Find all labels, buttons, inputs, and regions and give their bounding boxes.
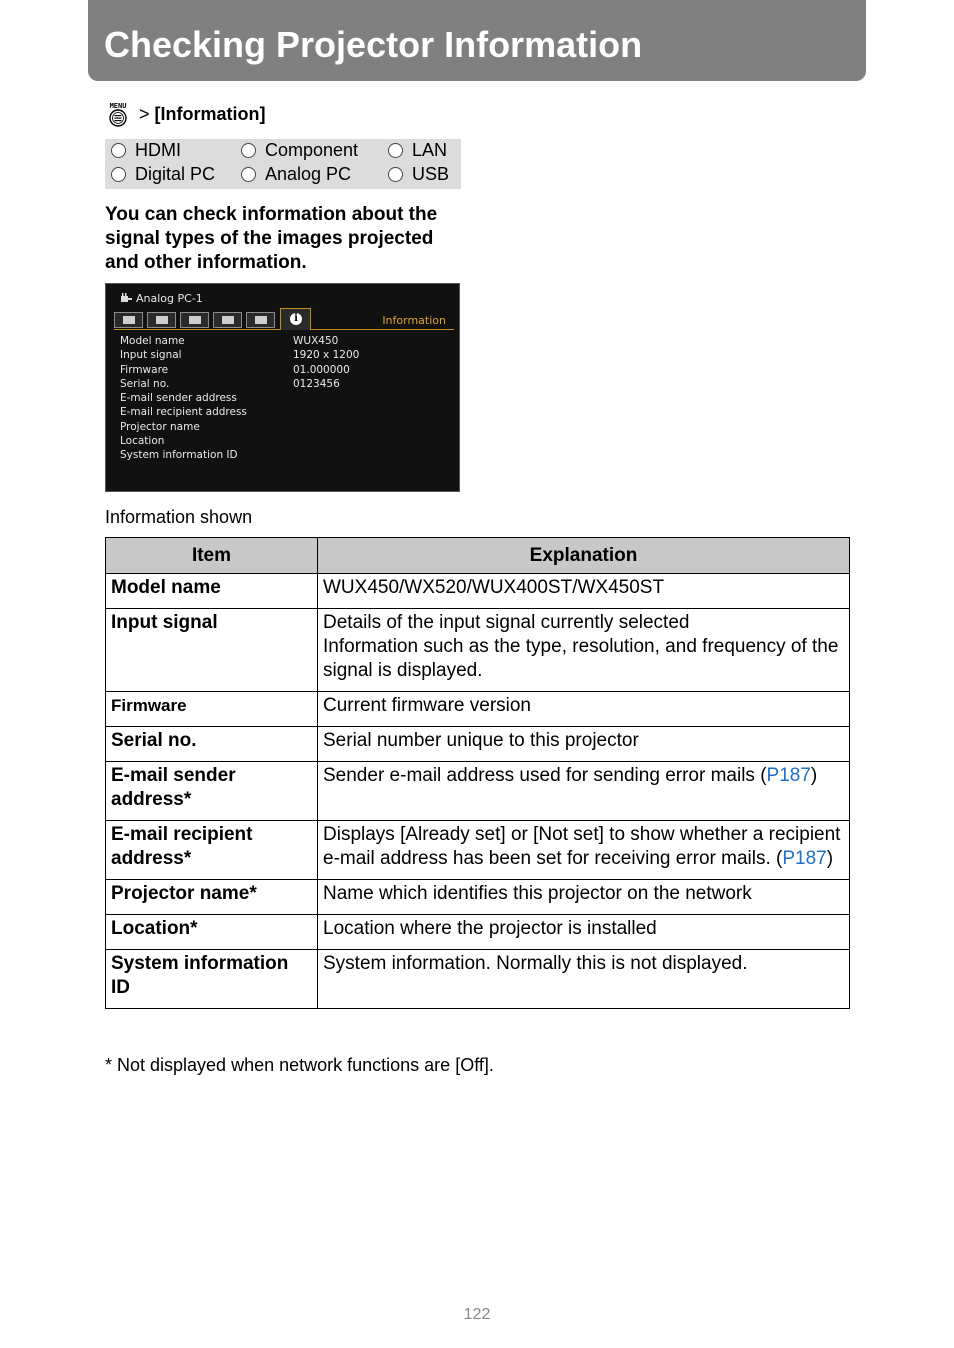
menu-path-separator: > <box>139 103 150 124</box>
input-digital-pc: Digital PC <box>111 163 215 185</box>
table-row <box>106 727 850 762</box>
table-row <box>106 821 850 880</box>
applicable-inputs <box>105 139 461 189</box>
input-usb: USB <box>388 163 449 185</box>
row-explanation: Sender e-mail address used for sending error mails (P187) <box>318 762 850 821</box>
tab-install-icon <box>180 312 209 328</box>
column-header-item: Item <box>106 538 318 574</box>
screen-row-label: E-mail recipient address <box>120 406 247 419</box>
screen-row-label: Model name <box>120 335 185 347</box>
row-item: Input signal <box>106 609 318 692</box>
table-row <box>106 915 850 950</box>
row-item: Projector name* <box>106 880 318 915</box>
intro-text: You can check information about the signal types of the images projected and other information. <box>105 204 438 273</box>
information-table <box>105 537 850 1009</box>
row-item: System information ID <box>106 950 318 1009</box>
column-header-explanation: Explanation <box>318 538 850 574</box>
tab-display-icon <box>114 312 143 328</box>
tab-network-icon <box>246 312 275 328</box>
page-number: 122 <box>463 1306 491 1323</box>
radio-circle-icon <box>388 143 403 158</box>
tab-image-adjust-icon <box>147 312 176 328</box>
radio-circle-icon <box>388 167 403 182</box>
table-caption: Information shown <box>105 507 253 527</box>
radio-circle-icon <box>241 143 256 158</box>
projector-menu-screenshot <box>105 283 460 492</box>
table-header-row <box>106 538 850 574</box>
row-item: Location* <box>106 915 318 950</box>
table-row <box>106 762 850 821</box>
screen-info-values <box>293 334 359 391</box>
info-icon: i <box>290 313 302 325</box>
table-row <box>106 692 850 727</box>
menu-path-target: [Information] <box>154 103 266 124</box>
row-explanation: Current firmware version <box>318 692 850 727</box>
input-component: Component <box>241 139 358 161</box>
page-link-p187[interactable]: P187 <box>766 765 811 786</box>
screen-row-value: 01.000000 <box>293 363 350 376</box>
page-link-p187[interactable]: P187 <box>782 848 827 869</box>
input-lan: LAN <box>388 139 447 161</box>
menu-button-icon <box>105 101 131 127</box>
row-item: Firmware <box>106 692 318 727</box>
row-item: E-mail sender address* <box>106 762 318 821</box>
table-row <box>106 574 850 609</box>
input-hdmi: HDMI <box>111 139 181 161</box>
row-item: Model name <box>106 574 318 609</box>
radio-circle-icon <box>111 143 126 158</box>
table-row <box>106 950 850 1009</box>
screen-info-labels <box>120 334 247 463</box>
screen-row-label: Serial no. <box>120 377 170 390</box>
row-explanation: Details of the input signal currently selected Information such as the type, resolution, and frequency of the signal is displayed. <box>318 609 850 692</box>
screen-row-value: 0123456 <box>293 377 340 390</box>
page-title: Checking Projector Information <box>104 24 643 65</box>
row-item: E-mail recipient address* <box>106 821 318 880</box>
screen-row-value: WUX450 <box>293 335 339 347</box>
row-explanation: Serial number unique to this projector <box>318 727 850 762</box>
screen-row-label: System information ID <box>120 449 238 462</box>
footnote: * Not displayed when network functions are [Off]. <box>105 1055 494 1075</box>
row-explanation: WUX450/WX520/WUX400ST/WX450ST <box>318 574 850 609</box>
svg-text:MENU: MENU <box>109 102 127 110</box>
menu-path <box>105 100 266 128</box>
screen-row-label: Location <box>120 435 165 448</box>
title-bar <box>88 0 866 81</box>
radio-circle-icon <box>241 167 256 182</box>
row-explanation: System information. Normally this is not displayed. <box>318 950 850 1009</box>
tab-information <box>280 308 311 330</box>
row-explanation: Name which identifies this projector on the network <box>318 880 850 915</box>
row-item: Serial no. <box>106 727 318 762</box>
row-explanation: Displays [Already set] or [Not set] to show whether a recipient e-mail address has been set for receiving error mails. (P187) <box>318 821 850 880</box>
input-source-indicator: Analog PC-1 <box>120 292 203 305</box>
screen-row-label: Input signal <box>120 349 182 362</box>
tab-information-label: Information <box>382 314 446 327</box>
menu-tabs <box>114 311 454 330</box>
row-explanation: Location where the projector is installed <box>318 915 850 950</box>
screen-row-label: E-mail sender address <box>120 392 237 405</box>
screen-row-label: Projector name <box>120 420 200 433</box>
table-row <box>106 880 850 915</box>
table-row <box>106 609 850 692</box>
screen-row-value: 1920 x 1200 <box>293 349 360 362</box>
screen-row-label: Firmware <box>120 363 169 376</box>
input-plug-icon <box>120 293 133 304</box>
radio-circle-icon <box>111 167 126 182</box>
input-analog-pc: Analog PC <box>241 163 351 185</box>
tab-system-icon <box>213 312 242 328</box>
